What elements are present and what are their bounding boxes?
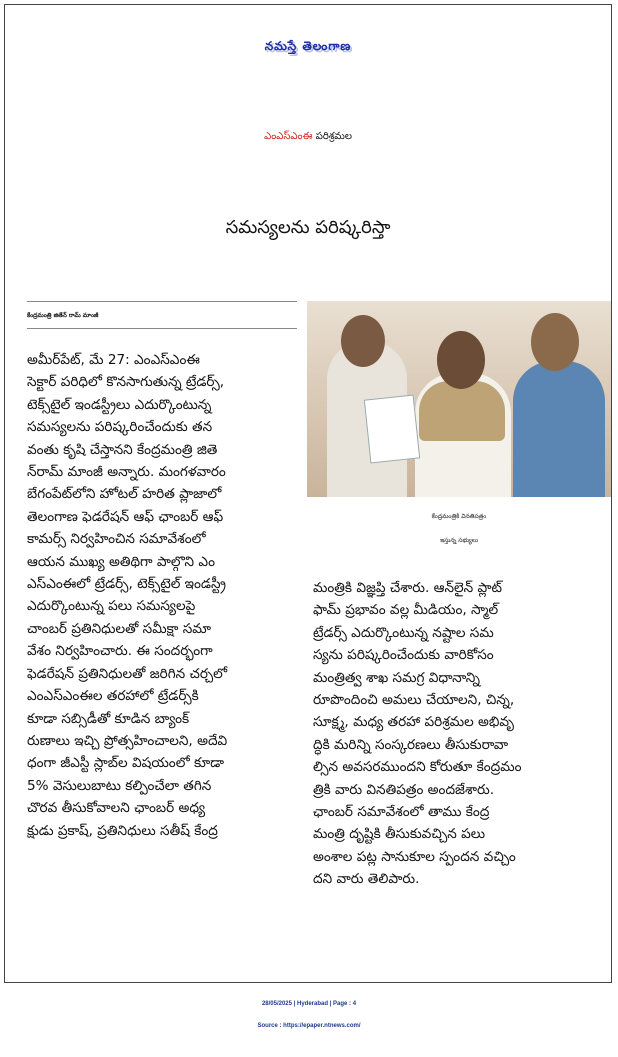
photo-caption-line-2: ఇస్తున్న సభ్యులు	[439, 537, 479, 544]
article-line: మంత్రి దృష్టికి తీసుకువచ్చిన పలు	[313, 826, 486, 843]
article-line: ల్సిన అవసరముందని కోరుతూ కేంద్రమం	[313, 759, 522, 776]
news-clipping	[4, 4, 612, 983]
article-line: కూడా సబ్సిడీతో కూడిన బ్యాంక్	[27, 710, 190, 727]
article-line: ఫామ్ ప్రభావం వల్ల మీడియం, స్మాల్	[313, 602, 499, 619]
photo-person-left-head	[341, 315, 385, 367]
article-line: ట్రేడర్స్ ఎదుర్కొంటున్న నష్టాల సమ	[313, 624, 494, 641]
article-line: స్యను పరిష్కరించేందుకు వారికోసం	[313, 647, 494, 664]
article-line: అంశాల పట్ల సానుకూల స్పందన వచ్చిం	[313, 848, 516, 865]
article-line: రూపొందించి అమలు చేయాలని, చిన్న,	[313, 692, 515, 709]
article-line: అమీర్‌పేట్, మే 27: ఎంఎస్ఎంఈ	[27, 352, 200, 368]
article-line: టెక్స్‌టైల్ ఇండస్ట్రీలు ఎదుర్కొంటున్న	[27, 396, 212, 413]
article-line: క్షుడు ప్రకాష్, ప్రతినిధులు సతీష్ కేంద్ర	[27, 822, 218, 839]
article-line: ధంగా జీఎస్టీ స్లాబ్‌ల విషయంలో కూడా	[27, 755, 225, 772]
article-line: చొరవ తీసుకోవాలని ఛాంబర్ అధ్య	[27, 800, 206, 817]
photo-caption-line-1: కేంద్రమంత్రికి వినతిపత్రం	[431, 513, 487, 520]
footer-date-location: 28/05/2025 | Hyderabad | Page : 4	[261, 1001, 357, 1007]
page-footer	[0, 993, 618, 1037]
article-line: త్రికి వారు వినతిపత్రం అందజేశారు.	[313, 781, 495, 798]
photo-person-center-head	[437, 331, 485, 389]
article-line: ఛాంబర్ సమావేశంలో తాము కేంద్ర	[313, 804, 490, 821]
article-line: చాంబర్ ప్రతినిధులతో సమీక్షా సమా	[27, 620, 211, 637]
article-line: తెలంగాణ ఫెడరేషన్ ఆఫ్ ఛాంబర్ ఆఫ్	[27, 508, 224, 525]
article-line: ఫెడరేషన్ ప్రతినిధులతో జరిగిన చర్చలో	[27, 665, 228, 682]
headline-line-1-rest: పరిశ్రమల	[315, 131, 352, 142]
article-line: కామర్స్ నిర్వహించిన సమావేశంలో	[27, 531, 206, 548]
photo-memorandum-document	[364, 395, 420, 464]
headline-accent: ఎంఎస్ఎంఈ	[264, 131, 313, 142]
article-line: మంత్రికి విజ్ఞప్తి చేశారు. ఆన్‌లైన్ ప్లాట్	[313, 580, 503, 596]
article-line: మంత్రిత్వ శాఖ సమగ్ర విధానాన్ని	[313, 669, 480, 686]
article-column-left	[27, 349, 295, 842]
article-line: ఎదుర్కొంటున్న పలు సమస్యలపై	[27, 598, 196, 615]
article-line: 5% వెసులుబాటు కల్పించేలా తగిన	[27, 777, 212, 794]
newspaper-masthead: నమస్తే తెలంగాణ	[264, 38, 352, 53]
article-line: ఎస్ఎంఈలో ట్రేడర్స్, టెక్స్‌టైల్ ఇండస్ట్రీ	[27, 576, 227, 593]
byline: కేంద్రమంత్రి జితేన్ రామ్ మాంజీ	[27, 301, 297, 329]
headline-line-2: సమస్యలను పరిష్కరిస్తా	[225, 217, 391, 238]
article-line: వేశం నిర్వహించారు. ఈ సందర్భంగా	[27, 643, 213, 660]
article-column-right	[313, 577, 605, 891]
article-line: వంతు కృషి చేస్తానని కేంద్రమంత్రి జితె	[27, 441, 218, 458]
article-line: ఆయన ముఖ్య అతిథిగా పాల్గొని ఎం	[27, 553, 215, 570]
article-line: దని వారు తెలిపారు.	[313, 871, 420, 888]
article-line: ఎంఎస్ఎంఈల తరహాలో ట్రేడర్స్‌కి	[27, 688, 199, 705]
photo-caption	[307, 505, 611, 553]
footer-source-link[interactable]: Source : https://epaper.ntnews.com/	[257, 1023, 361, 1029]
article-line: రుణాలు ఇచ్చి ప్రోత్సహించాలని, అదేవి	[27, 732, 228, 749]
photo-person-center-vest	[419, 381, 505, 441]
article-line: బేగంపేట్‌లోని హోటల్ హరిత ప్లాజాలో	[27, 486, 222, 503]
photo-person-right-head	[531, 313, 579, 371]
news-photo	[307, 301, 611, 497]
article-line: న్‌రామ్ మాంజీ అన్నారు. మంగళవారం	[27, 464, 226, 481]
article-line: ద్ధికి మరిన్ని సంస్కరణలు తీసుకురావా	[313, 736, 509, 753]
photo-person-right	[513, 361, 605, 497]
headline-line-1	[5, 105, 611, 169]
article-line: సెక్టార్ పరిధిలో కొనసాగుతున్న ట్రేడర్స్,	[27, 374, 225, 391]
article-line: సూక్ష్మ, మధ్య తరహా పరిశ్రమల అభివృ	[313, 714, 514, 731]
article-line: సమస్యలను పరిష్కరించేందుకు తన	[27, 419, 213, 436]
